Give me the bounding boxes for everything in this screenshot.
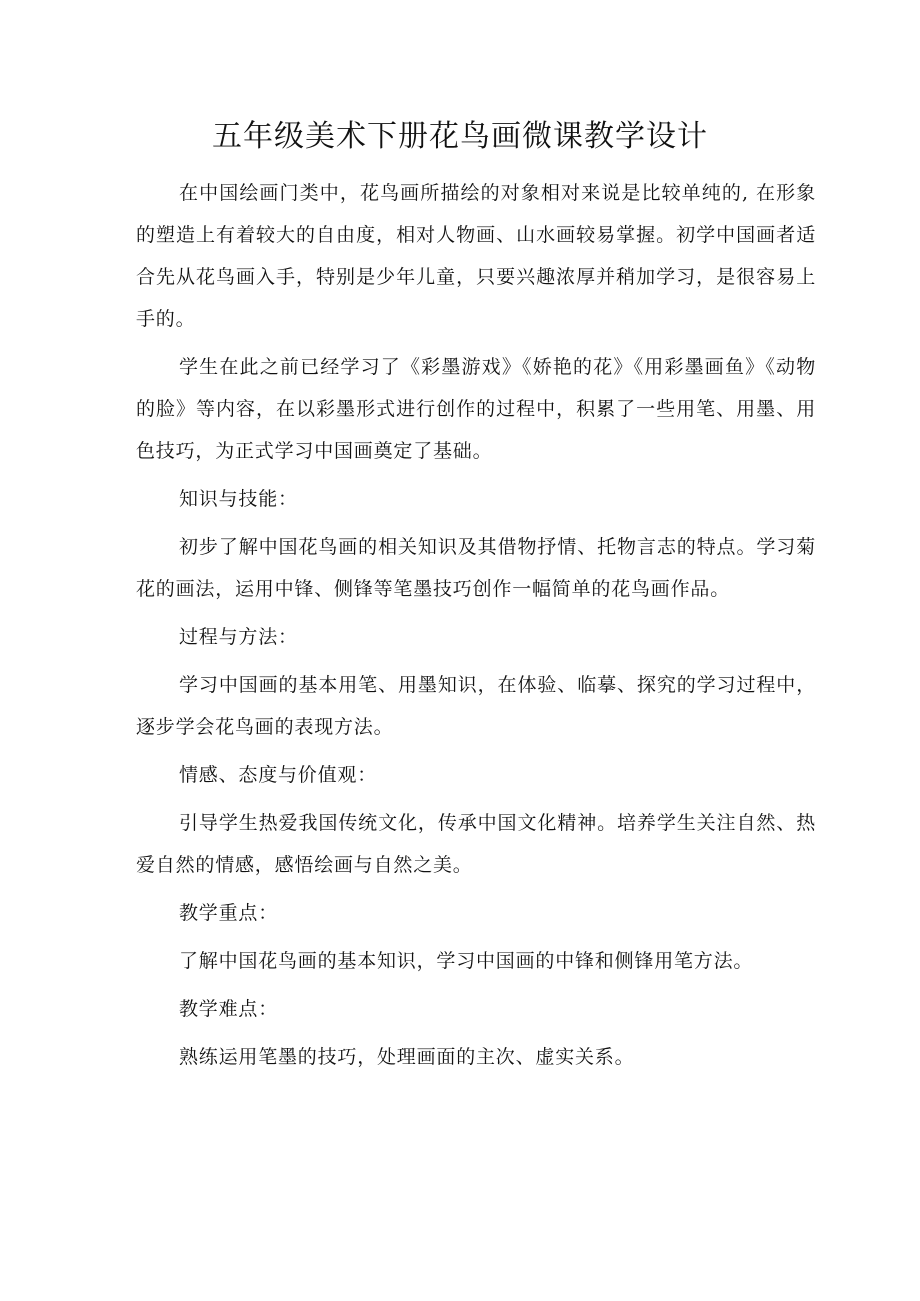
- paragraph-emotion-values: 引导学生热爱我国传统文化，传承中国文化精神。培养学生关注自然、热爱自然的情感，感悟绘画与自然之美。: [136, 812, 816, 876]
- heading-emotion-values: 情感、态度与价值观：: [179, 764, 378, 786]
- heading-knowledge-skills: 知识与技能：: [179, 488, 298, 510]
- heading-teaching-difficulty: 教学难点：: [179, 998, 279, 1020]
- heading-teaching-focus: 教学重点：: [179, 902, 279, 924]
- paragraph-teaching-difficulty: 熟练运用笔墨的技巧，处理画面的主次、虚实关系。: [179, 1046, 635, 1068]
- paragraph-prior-learning: 学生在此之前已经学习了《彩墨游戏》《娇艳的花》《用彩墨画鱼》《动物的脸》等内容，在以彩墨形式进行创作的过程中，积累了一些用笔、用墨、用色技巧，为正式学习中国画奠定了基础。: [136, 356, 816, 462]
- paragraph-intro: 在中国绘画门类中，花鸟画所描绘的对象相对来说是比较单纯的, 在形象的塑造上有着较大的自由度，相对人物画、山水画较易掌握。初学中国画者适合先从花鸟画入手，特别是少年儿童，只要兴趣浓厚并稍加学习，是很容易上手的。: [136, 182, 816, 330]
- paragraph-teaching-focus: 了解中国花鸟画的基本知识，学习中国画的中锋和侧锋用笔方法。: [179, 950, 754, 972]
- paragraph-knowledge-skills: 初步了解中国花鸟画的相关知识及其借物抒情、托物言志的特点。学习菊花的画法，运用中锋、侧锋等笔墨技巧创作一幅简单的花鸟画作品。: [136, 536, 816, 600]
- document-title: 五年级美术下册花鸟画微课教学设计: [212, 119, 708, 154]
- heading-process-methods: 过程与方法：: [179, 626, 298, 648]
- document-body: [136, 172, 816, 1078]
- paragraph-process-methods: 学习中国画的基本用笔、用墨知识，在体验、临摹、探究的学习过程中，逐步学会花鸟画的表现方法。: [136, 674, 816, 738]
